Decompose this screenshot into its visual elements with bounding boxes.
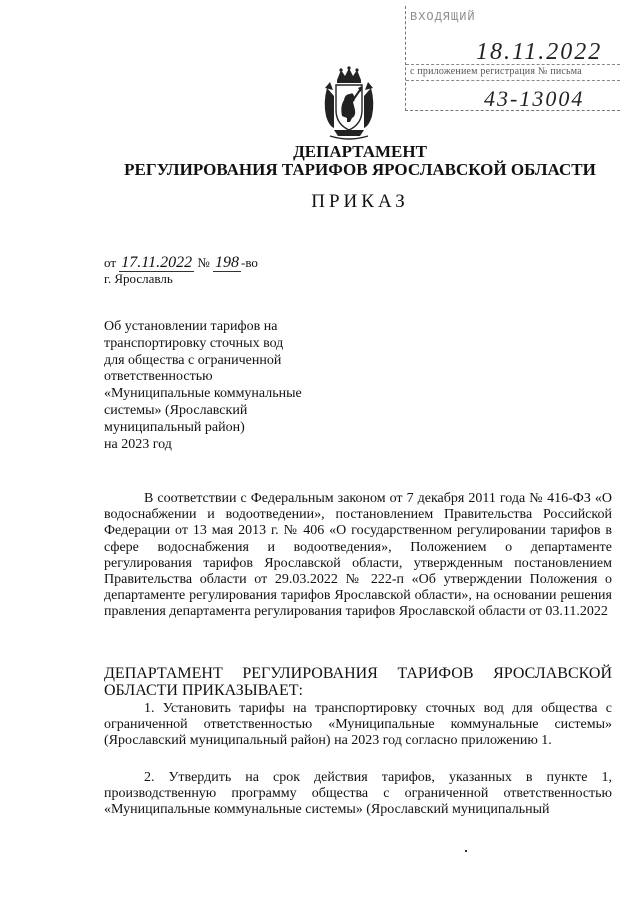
registration-stamp (405, 6, 620, 111)
document-type: ПРИКАЗ (311, 191, 409, 212)
subject-line: ответственностью (104, 369, 213, 385)
order-dateline (104, 254, 258, 272)
subject-line: системы» (Ярославский (104, 402, 248, 418)
stamp-divider (406, 64, 620, 65)
stamp-number: 43-13004 (484, 86, 585, 111)
subject-line: «Муниципальные коммунальные (104, 386, 302, 402)
preamble-paragraph: В соответствии с Федеральным законом от 7 декабря 2011 года № 416-ФЗ «О водоснабжении и водоотведении», постановлением Правительства Российской Федерации от 13 мая 2013 г. № 406 «О государственном регулировании тарифов в сфере водоснабжения и водоотведения», Положением о департаменте регулирования тарифов Ярославской области, утвержденным постановлением Правительства области от 29.03.2022 № 222-п «Об утверждении Положения о департаменте регулирования тарифов Ярославской области», на основании решения правления департамента регулирования тарифов Ярославской области от 03.11.2022 (104, 491, 612, 620)
orders-heading: ДЕПАРТАМЕНТ РЕГУЛИРОВАНИЯ ТАРИФОВ ЯРОСЛАВСКОЙ ОБЛАСТИ ПРИКАЗЫВАЕТ: (104, 665, 612, 699)
stamp-divider (406, 80, 620, 81)
subject-line: Об установлении тарифов на (104, 319, 278, 334)
yaroslavl-coat-of-arms-icon (320, 66, 378, 140)
stamp-date: 18.11.2022 (476, 39, 603, 65)
order-suffix: -во (240, 255, 258, 270)
order-item-2: 2. Утвердить на срок действия тарифов, указанных в пункте 1, производственную программу общества с ограниченной ответственностью «Муниципальные коммунальные системы» (Ярославский муниципальный (104, 770, 612, 818)
stamp-subtitle: с приложением регистрация № письма (410, 66, 582, 77)
order-subject (104, 319, 344, 453)
date-prefix: от (104, 255, 117, 270)
order-city: г. Ярославль (104, 271, 173, 286)
scan-speck (465, 850, 467, 852)
subject-line: на 2023 год (104, 436, 172, 452)
stamp-header: ВХОДЯЩИЙ (410, 10, 476, 24)
subject-line: муниципальный район) (104, 419, 245, 435)
number-label: № (197, 255, 210, 270)
order-item-1: 1. Установить тарифы на транспортировку сточных вод для общества с ограниченной ответственностью «Муниципальные коммунальные системы» (Ярославский муниципальный район) на 2023 год согласно приложению 1. (104, 701, 612, 749)
order-number: 198 (214, 254, 239, 271)
order-date: 17.11.2022 (121, 254, 193, 271)
subject-line: транспортировку сточных вод (104, 335, 284, 351)
subject-line: для общества с ограниченной (104, 352, 282, 368)
department-title-line1: ДЕПАРТАМЕНТ (293, 142, 427, 161)
department-title-line2: РЕГУЛИРОВАНИЯ ТАРИФОВ ЯРОСЛАВСКОЙ ОБЛАСТИ (124, 160, 596, 179)
